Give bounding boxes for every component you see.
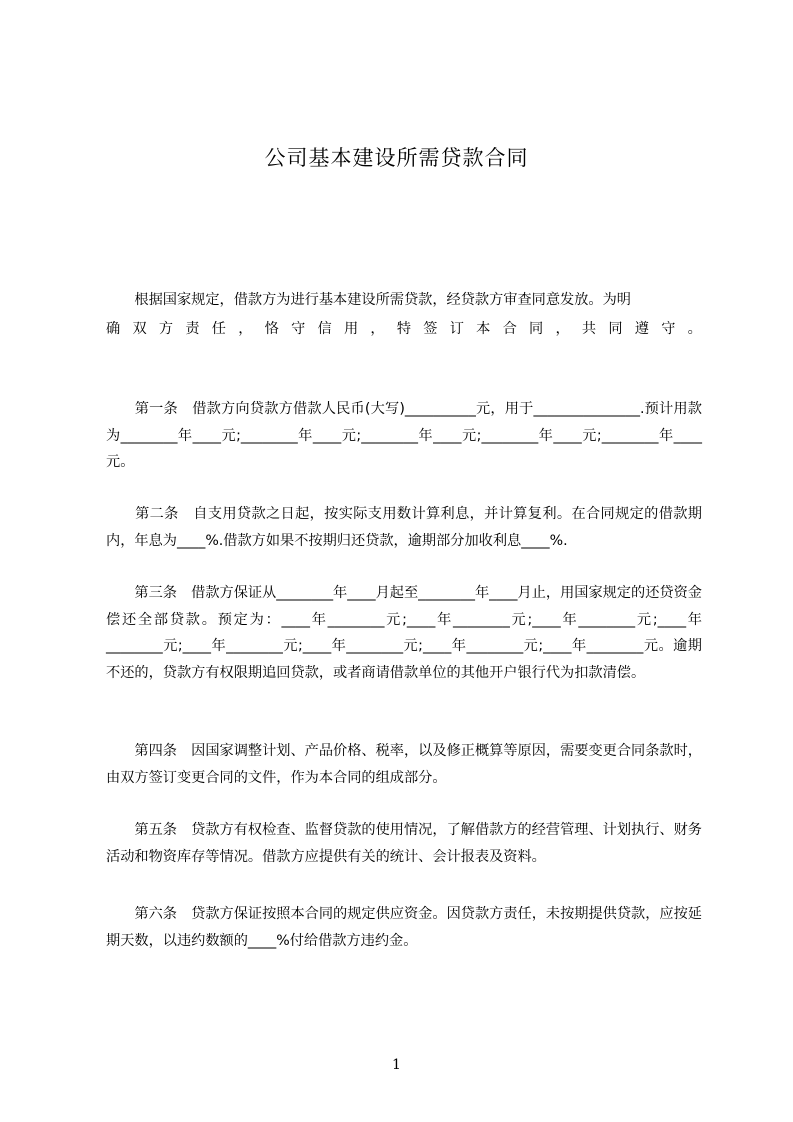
page-number: 1: [392, 1057, 401, 1073]
intro-char: 信: [317, 321, 332, 337]
intro-char: 责: [185, 321, 200, 337]
intro-char: 共: [581, 321, 597, 337]
intro-char: 同: [608, 321, 623, 337]
document-title: 公司基本建设所需贷款合同: [264, 146, 529, 170]
intro-char: 。: [687, 321, 702, 337]
intro-char: ，: [555, 321, 570, 337]
intro-char: 遵: [634, 321, 649, 337]
article-3: 第三条 借款方保证从________年____月起至________年____月止，用国家规定的还贷资金偿还全部贷款。预定为：____年________元;____年________元;____年________元;____年________元;____年________元;____年________元;____年________元;____年________元。逾期不还的，贷款方有权限期追回贷款，或者商请借款单位的其他开户银行代为扣款清偿。: [106, 585, 702, 681]
intro-paragraph-line1: 根据国家规定，借款方为进行基本建设所需贷款，经贷款方审查同意发放。为明: [106, 292, 631, 308]
intro-char: 签: [423, 321, 438, 337]
intro-char: 用: [343, 321, 359, 337]
intro-char: 特: [396, 321, 412, 337]
intro-char: 合: [502, 321, 517, 337]
intro-paragraph-line2: [106, 318, 702, 338]
article-1: 第一条 借款方向贷款方借款人民币(大写)__________元，用于_______________.预计用款为________年____元;________年____元;________年____元;________年____元;________年____元。: [106, 401, 702, 470]
article-6: 第六条 贷款方保证按照本合同的规定供应资金。因贷款方责任，未按期提供贷款，应按延期天数，以违约数额的____%付给借款方违约金。: [106, 906, 702, 949]
article-5: 第五条 贷款方有权检查、监督贷款的使用情况，了解借款方的经营管理、计划执行、财务活动和物资库存等情况。借款方应提供有关的统计、会计报表及资料。: [106, 822, 702, 865]
article-4: 第四条 因国家调整计划、产品价格、税率，以及修正概算等原因，需要变更合同条款时，由双方签订变更合同的文件，作为本合同的组成部分。: [106, 743, 702, 786]
intro-char: ，: [238, 321, 253, 337]
intro-char: 双: [132, 321, 147, 337]
article-2: 第二条 自支用贷款之日起，按实际支用数计算利息，并计算复利。在合同规定的借款期内，年息为____%.借款方如果不按期归还贷款，逾期部分加收利息____%.: [106, 506, 702, 549]
intro-char: 确: [106, 321, 121, 337]
intro-char: 守: [291, 321, 306, 337]
intro-char: 方: [158, 321, 174, 337]
intro-char: 同: [529, 321, 544, 337]
intro-char: 任: [211, 321, 226, 337]
intro-char: 守: [661, 321, 676, 337]
intro-char: 本: [476, 321, 491, 337]
intro-char: 订: [449, 321, 464, 337]
intro-char: ，: [370, 321, 385, 337]
intro-char: 恪: [264, 321, 279, 337]
